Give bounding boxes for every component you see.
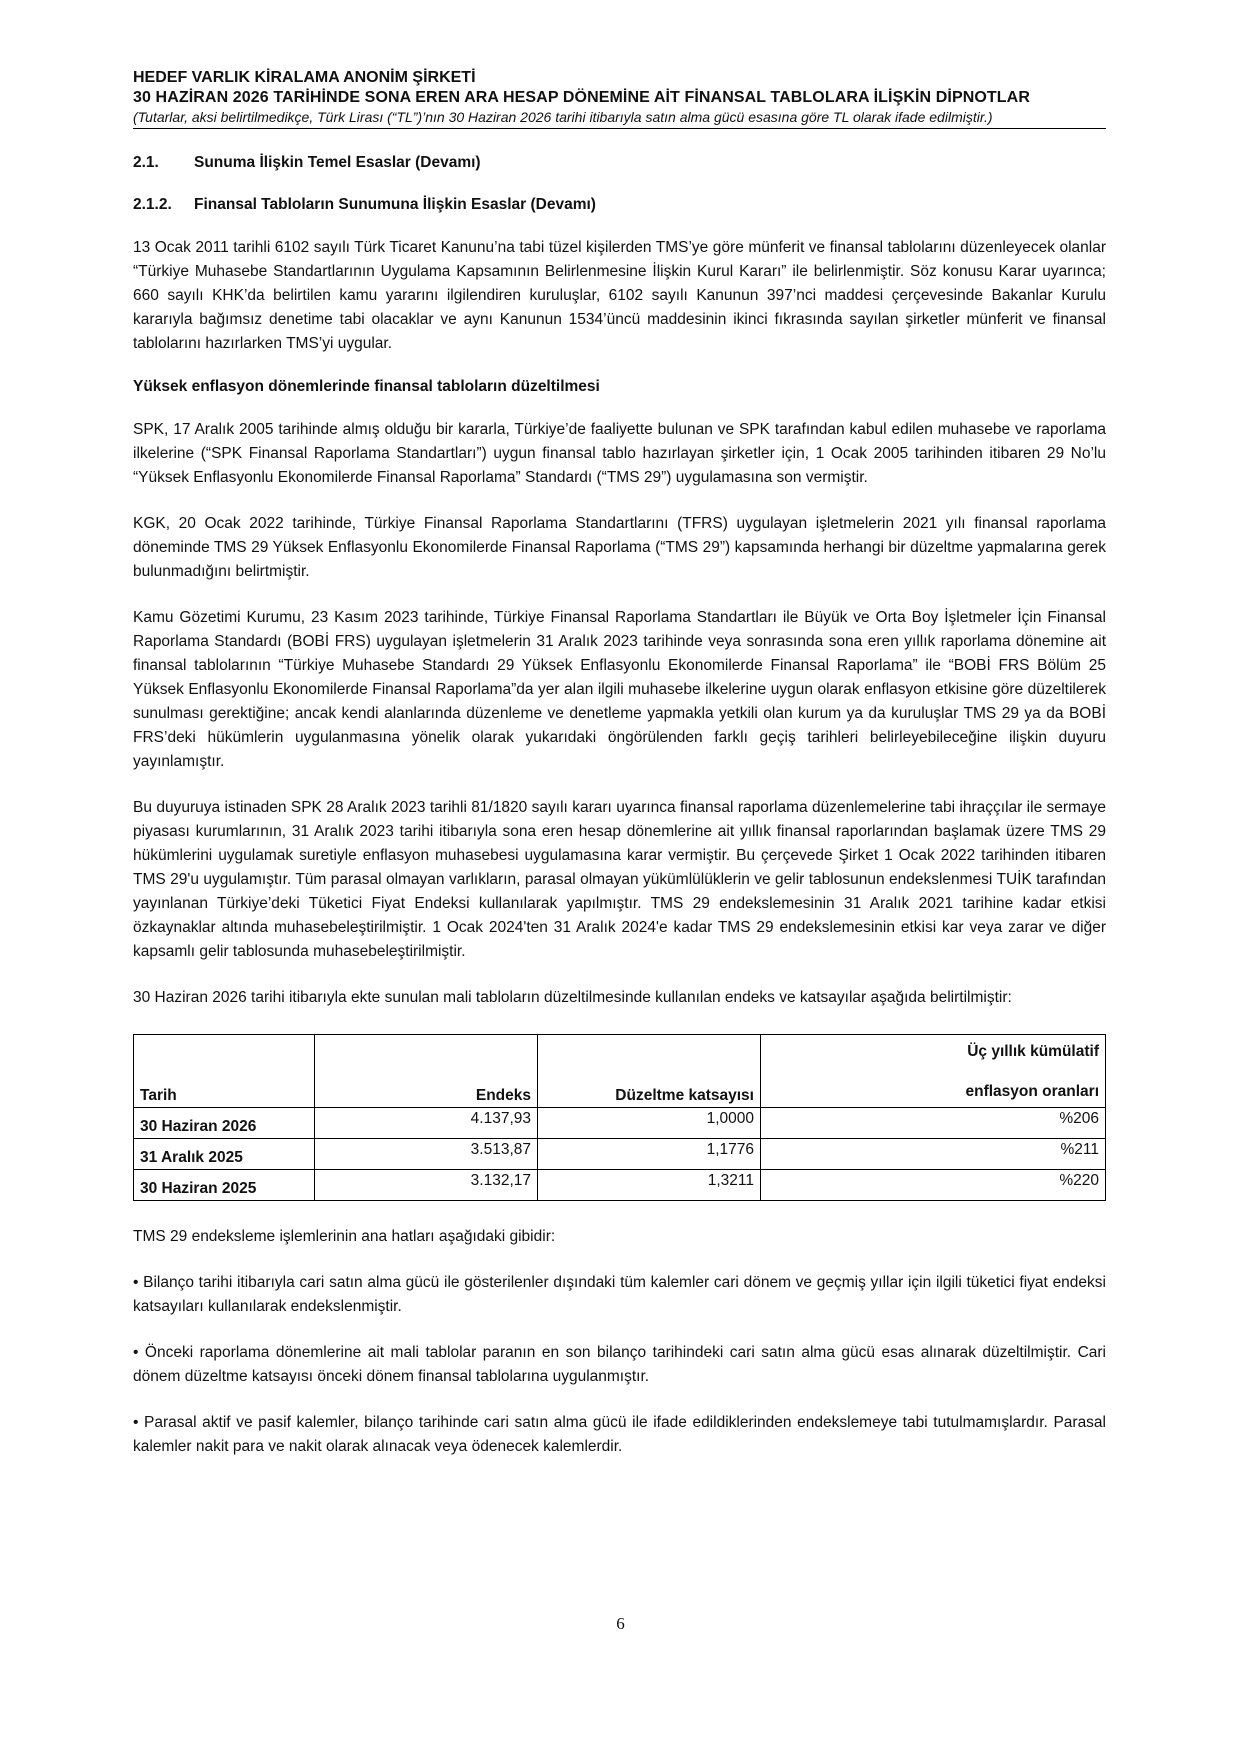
page-number: 6 <box>616 1614 625 1633</box>
cell-tarih: 30 Haziran 2025 <box>134 1170 315 1201</box>
cell-katsayi: 1,3211 <box>538 1170 761 1201</box>
section-number: 2.1. <box>133 154 159 171</box>
cell-oran: %211 <box>761 1139 1106 1170</box>
header-tarih: Tarih <box>134 1035 315 1108</box>
table-header-row <box>134 1035 1106 1108</box>
document-subtitle: (Tutarlar, aksi belirtilmedikçe, Türk Lirası (“TL”)’nın 30 Haziran 2026 tarihi itibarıyla satın alma gücü esasına göre TL olarak ifade edilmiştir.) <box>133 109 993 125</box>
section-title: Sunuma İlişkin Temel Esaslar (Devamı) <box>194 154 481 171</box>
header-kumulatif-line1: Üç yıllık kümülatif <box>967 1043 1099 1060</box>
cell-tarih: 31 Aralık 2025 <box>134 1139 315 1170</box>
document-title: 30 HAZİRAN 2026 TARİHİNDE SONA EREN ARA HESAP DÖNEMİNE AİT FİNANSAL TABLOLARA İLİŞKİN DİPNOTLAR <box>133 89 1030 106</box>
cell-endeks: 3.513,87 <box>315 1139 538 1170</box>
company-name: HEDEF VARLIK KİRALAMA ANONİM ŞİRKETİ <box>133 69 476 86</box>
cell-katsayi: 1,0000 <box>538 1108 761 1139</box>
paragraph-kgk-2023: Kamu Gözetimi Kurumu, 23 Kasım 2023 tarihinde, Türkiye Finansal Raporlama Standartları ile Büyük ve Orta Boy İşletmeler İçin Finansal Raporlama Standardı (BOBİ FRS) uygulayan işletmelerin 31 Aralık 2023 tarihinde veya sonrasında sona eren yıllık raporlama dönemine ait finansal tablolarının “Türkiye Muhasebe Standardı 29 Yüksek Enflasyonlu Ekonomilerde Finansal Raporlama” ile “BOBİ FRS Bölüm 25 Yüksek Enflasyonlu Ekonomilerde Finansal Raporlama”da yer alan ilgili muhasebe ilkelerine uygun olarak enflasyon etkisine göre düzeltilerek sunulması gerektiğine; ancak kendi alanlarında düzenleme ve denetleme yapmakla yetkili olan kurum ya da kuruluşlar TMS 29 ya da BOBİ FRS’deki hükümlerin uygulanmasına yönelik olarak yukarıdaki öngörülenden farklı geçiş tarihleri belirleyebileceğine ilişkin duyuru yayınlamıştır. <box>133 609 1106 770</box>
paragraph-tms29-outline: TMS 29 endeksleme işlemlerinin ana hatları aşağıdaki gibidir: <box>133 1228 556 1245</box>
header-endeks: Endeks <box>315 1035 538 1108</box>
cell-tarih: 30 Haziran 2026 <box>134 1108 315 1139</box>
document-header <box>133 68 1106 129</box>
header-katsayi: Düzeltme katsayısı <box>538 1035 761 1108</box>
table-row <box>134 1108 1106 1139</box>
section-title: Finansal Tabloların Sunumuna İlişkin Esaslar (Devamı) <box>194 196 596 213</box>
table-row <box>134 1139 1106 1170</box>
cell-endeks: 3.132,17 <box>315 1170 538 1201</box>
section-heading-2-1-2 <box>133 196 1106 214</box>
header-kumulatif <box>761 1035 1106 1108</box>
bullet-item: • Parasal aktif ve pasif kalemler, bilanço tarihinde cari satın alma gücü ile ifade edildiklerinden endekslemeye tabi tutulmamışlardır. Parasal kalemler nakit para ve nakit olarak alınacak veya ödenecek kalemlerdir. <box>133 1414 1106 1455</box>
document-page <box>133 68 1106 1459</box>
paragraph-kgk-2022: KGK, 20 Ocak 2022 tarihinde, Türkiye Finansal Raporlama Standartlarını (TFRS) uygulayan işletmelerin 2021 yılı finansal raporlama döneminde TMS 29 Yüksek Enflasyonlu Ekonomilerde Finansal Raporlama (“TMS 29”) kapsamında herhangi bir düzeltme yapmalarına gerek bulunmadığını belirtmiştir. <box>133 515 1106 580</box>
header-kumulatif-line2: enflasyon oranları <box>965 1083 1099 1100</box>
cell-endeks: 4.137,93 <box>315 1108 538 1139</box>
paragraph-index-intro: 30 Haziran 2026 tarihi itibarıyla ekte sunulan mali tabloların düzeltilmesinde kullanılan endeks ve katsayılar aşağıda belirtilmiştir: <box>133 989 1012 1006</box>
paragraph-tms-scope: 13 Ocak 2011 tarihli 6102 sayılı Türk Ticaret Kanunu’na tabi tüzel kişilerden TMS’ye göre münferit ve finansal tablolarını düzenleyecek olanlar “Türkiye Muhasebe Standartlarının Uygulama Kapsamının Belirlenmesine İlişkin Kurul Kararı” ile belirlenmiştir. Söz konusu Karar uyarınca; 660 sayılı KHK’da belirtilen kamu yararını ilgilendiren kuruluşlar, 6102 sayılı Kanunun 397’nci maddesi çerçevesinde Bakanlar Kurulu kararıyla bağımsız denetime tabi olacaklar ve aynı Kanunun 1534’üncü maddesinin ikinci fıkrasında sayılan şirketler münferit ve finansal tablolarını hazırlarken TMS’yi uygular. <box>133 239 1106 352</box>
index-table <box>133 1034 1106 1201</box>
paragraph-spk-2005: SPK, 17 Aralık 2005 tarihinde almış olduğu bir kararla, Türkiye’de faaliyette bulunan ve SPK tarafından kabul edilen muhasebe ve raporlama ilkelerine (“SPK Finansal Raporlama Standartları”) uygun finansal tablo hazırlayan şirketler için, 1 Ocak 2005 tarihinden itibaren 29 No’lu “Yüksek Enflasyonlu Ekonomilerde Finansal Raporlama” Standardı (“TMS 29”) uygulamasına son vermiştir. <box>133 421 1106 486</box>
table-row <box>134 1170 1106 1201</box>
subheading-inflation: Yüksek enflasyon dönemlerinde finansal tabloların düzeltilmesi <box>133 378 600 395</box>
bullet-item: • Bilanço tarihi itibarıyla cari satın alma gücü ile gösterilenler dışındaki tüm kalemler cari dönem ve geçmiş yıllar için ilgili tüketici fiyat endeksi katsayıları kullanılarak endekslenmiştir. <box>133 1274 1106 1315</box>
cell-oran: %206 <box>761 1108 1106 1139</box>
section-number: 2.1.2. <box>133 196 172 213</box>
bullet-item: • Önceki raporlama dönemlerine ait mali tablolar paranın en son bilanço tarihindeki cari satın alma gücü esas alınarak düzeltilmiştir. Cari dönem düzeltme katsayısı önceki dönem finansal tablolarına uygulanmıştır. <box>133 1344 1106 1385</box>
header-divider <box>133 128 1106 129</box>
section-heading-2-1 <box>133 154 1106 172</box>
paragraph-spk-decision: Bu duyuruya istinaden SPK 28 Aralık 2023 tarihli 81/1820 sayılı kararı uyarınca finansal raporlama düzenlemelerine tabi ihraççılar ile sermaye piyasası kurumlarının, 31 Aralık 2023 tarihi itibarıyla sona eren hesap dönemlerine ait yıllık finansal raporlarından başlamak üzere TMS 29 hükümlerini uygulamak suretiyle enflasyon muhasebesi uygulamasına karar vermiştir. Bu çerçevede Şirket 1 Ocak 2022 tarihinden itibaren TMS 29'u uygulamıştır. Tüm parasal olmayan varlıkların, parasal olmayan yükümlülüklerin ve gelir tablosunun endekslenmesi TUİK tarafından yayınlanan Türkiye’deki Tüketici Fiyat Endeksi kullanılarak yapılmıştır. TMS 29 endekslemesinin 31 Aralık 2021 tarihine kadar etkisi özkaynaklar altında muhasebeleştirilmiştir. 1 Ocak 2024'ten 31 Aralık 2024'e kadar TMS 29 endekslemesinin etkisi kar veya zarar ve diğer kapsamlı gelir tablosunda muhasebeleştirilmiştir. <box>133 799 1106 960</box>
cell-oran: %220 <box>761 1170 1106 1201</box>
cell-katsayi: 1,1776 <box>538 1139 761 1170</box>
